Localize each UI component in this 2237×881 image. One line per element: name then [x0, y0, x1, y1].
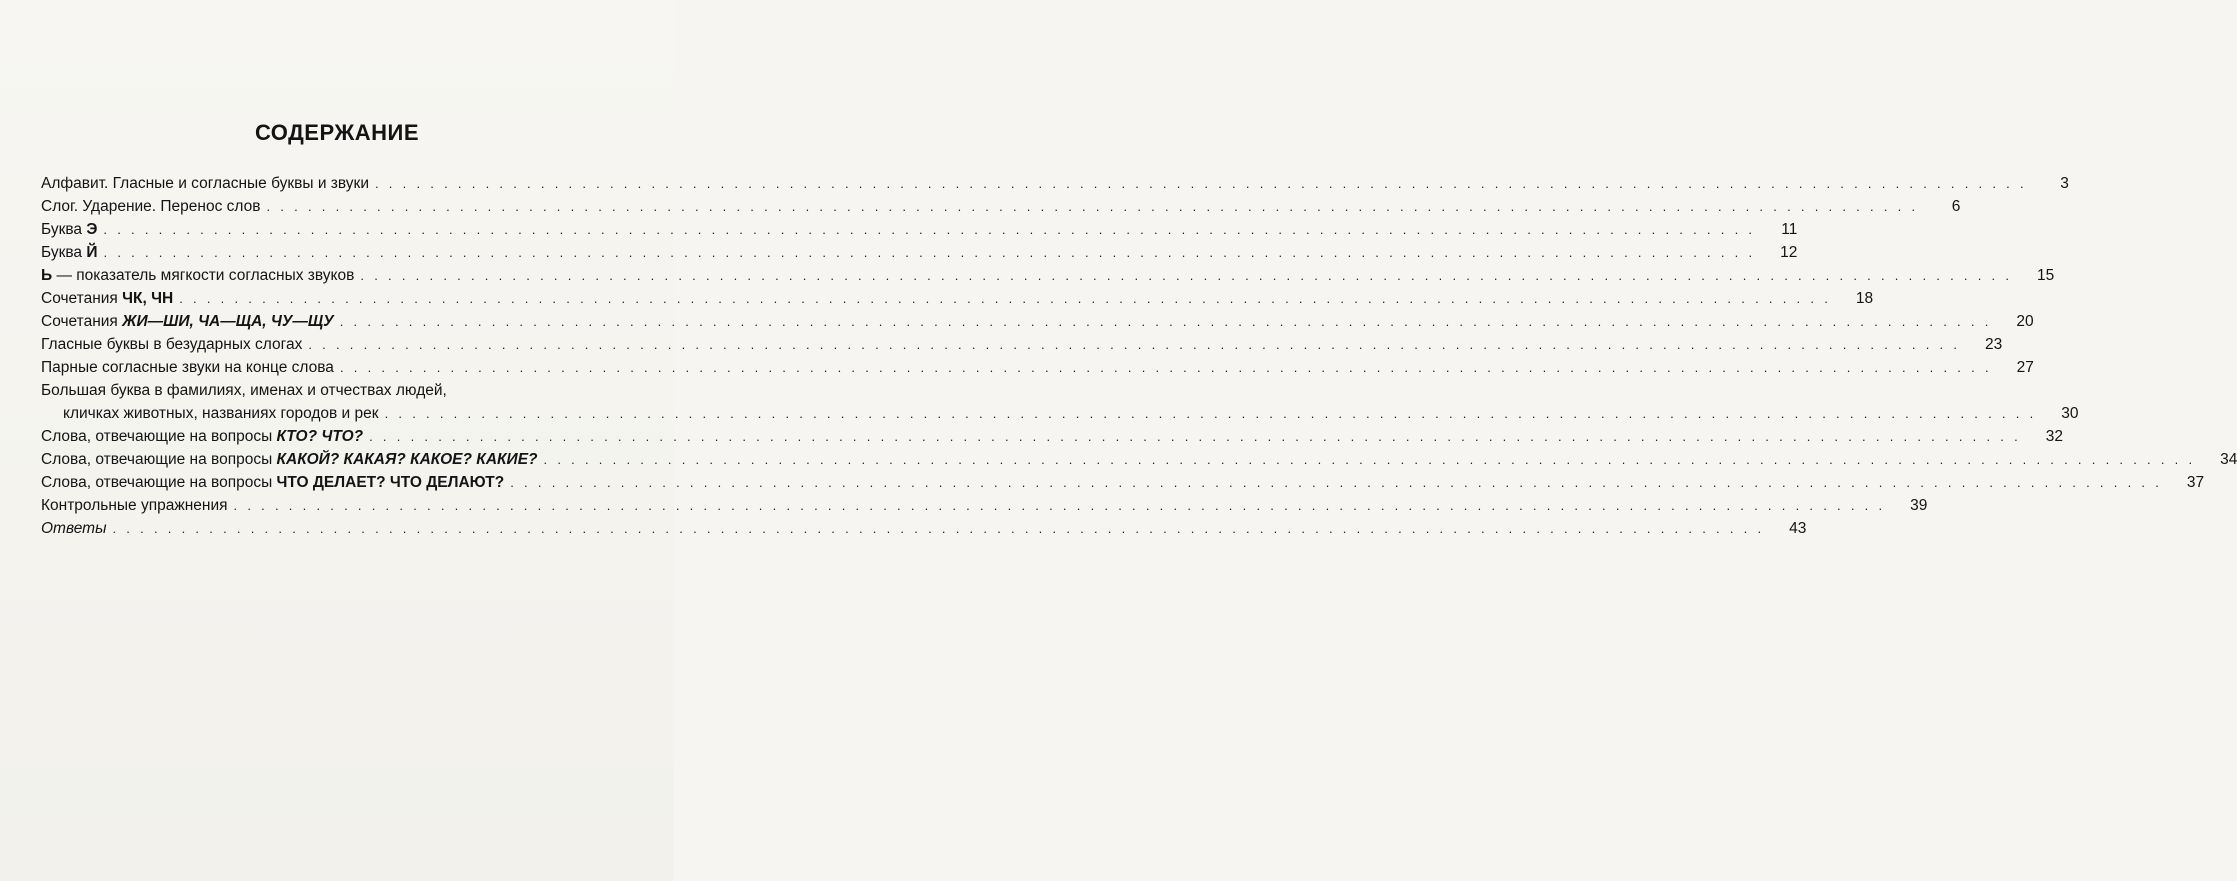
- toc-entry: [41, 517, 1807, 540]
- dot-leader: . . . . . . . . . . . . . . . . . . . . . . . . . . . . . . . . . . . . . . . . . . . . . . . . . . . . . . . . . . . . . . . . . . . . . . . . . . . . . . . . . . . . . . . . . . . . . . . . . . . . . . . . . . . . . . . . . . . . . . . .: [374, 176, 2027, 191]
- toc-page-number: 32: [2045, 428, 2064, 445]
- dot-leader: . . . . . . . . . . . . . . . . . . . . . . . . . . . . . . . . . . . . . . . . . . . . . . . . . . . . . . . . . . . . . . . . . . . . . . . . . . . . . . . . . . . . . . . . . . . . . . . . . . . . . . . . . . . . . . . . . . . . . . . .: [339, 360, 1992, 375]
- toc-entry-title-part: Ь: [41, 267, 53, 284]
- dot-leader: . . . . . . . . . . . . . . . . . . . . . . . . . . . . . . . . . . . . . . . . . . . . . . . . . . . . . . . . . . . . . . . . . . . . . . . . . . . . . . . . . . . . . . . . . . . . . . . . . . . . . . . . . . . . . . . . . . . . . . . .: [112, 521, 1765, 536]
- toc-entry: [41, 310, 2034, 333]
- toc-entry-title: [41, 448, 538, 471]
- toc-entry-title-part: Контрольные упражнения: [41, 497, 228, 514]
- toc-page-number: 18: [1855, 290, 1874, 307]
- toc-entry: [41, 356, 2034, 379]
- dot-leader: . . . . . . . . . . . . . . . . . . . . . . . . . . . . . . . . . . . . . . . . . . . . . . . . . . . . . . . . . . . . . . . . . . . . . . . . . . . . . . . . . . . . . . . . . . . . . . . . . . . . . . . . . . . . . . . . . . . . . . . .: [543, 452, 2196, 467]
- toc-entry-title-part: Гласные буквы в безударных слогах: [41, 336, 303, 353]
- toc-entry-title-part: Сочетания: [41, 313, 123, 330]
- toc-entry: [41, 494, 1928, 517]
- toc-entry: [41, 379, 611, 402]
- toc-entry: [41, 195, 1961, 218]
- toc-entry-title-part: КТО? ЧТО?: [276, 428, 364, 445]
- dot-leader: . . . . . . . . . . . . . . . . . . . . . . . . . . . . . . . . . . . . . . . . . . . . . . . . . . . . . . . . . . . . . . . . . . . . . . . . . . . . . . . . . . . . . . . . . . . . . . . . . . . . . . . . . . . . . . . . . . . . . . . .: [266, 199, 1919, 214]
- toc-entry: [41, 241, 1798, 264]
- toc-entry: [41, 425, 2064, 448]
- toc-page-number: 23: [1985, 336, 2003, 353]
- toc-page-number: 15: [2037, 267, 2055, 284]
- toc-entry-title-part: Слог. Ударение. Перенос слов: [41, 198, 261, 215]
- dot-leader: . . . . . . . . . . . . . . . . . . . . . . . . . . . . . . . . . . . . . . . . . . . . . . . . . . . . . . . . . . . . . . . . . . . . . . . . . . . . . . . . . . . . . . . . . . . . . . . . . . . . . . . . . . . . . . . . . . . . . . . .: [369, 429, 2022, 444]
- toc-entry-title-part: Ответы: [41, 520, 107, 537]
- toc-page-number: 39: [1910, 497, 1928, 514]
- toc-entry-title: [41, 310, 334, 333]
- dot-leader: . . . . . . . . . . . . . . . . . . . . . . . . . . . . . . . . . . . . . . . . . . . . . . . . . . . . . . . . . . . . . . . . . . . . . . . . . . . . . . . . . . . . . . . . . . . . . . . . . . . . . . . . . . . . . . . . . . . . . . . .: [384, 406, 2037, 421]
- dot-leader: . . . . . . . . . . . . . . . . . . . . . . . . . . . . . . . . . . . . . . . . . . . . . . . . . . . . . . . . . . . . . . . . . . . . . . . . . . . . . . . . . . . . . . . . . . . . . . . . . . . . . . . . . . . . . . . . . . . . . . . .: [360, 268, 2013, 283]
- toc-entry: [41, 287, 1874, 310]
- toc-entry-title: [63, 402, 379, 425]
- toc-page-number: 6: [1951, 198, 1961, 215]
- dot-leader: . . . . . . . . . . . . . . . . . . . . . . . . . . . . . . . . . . . . . . . . . . . . . . . . . . . . . . . . . . . . . . . . . . . . . . . . . . . . . . . . . . . . . . . . . . . . . . . . . . . . . . . . . . . . . . . . . . . . . . . .: [233, 498, 1886, 513]
- toc-page-number: 20: [2016, 313, 2034, 330]
- toc-entry-title: [41, 241, 98, 264]
- toc-entry-title-part: Слова, отвечающие на вопросы: [41, 474, 277, 491]
- toc-entry-title-part: — показатель мягкости согласных звуков: [52, 267, 355, 284]
- toc-entry-title-part: ЧТО ДЕЛАЕТ? ЧТО ДЕЛАЮТ?: [276, 474, 505, 491]
- toc-entry-title: [41, 172, 369, 195]
- dot-leader: . . . . . . . . . . . . . . . . . . . . . . . . . . . . . . . . . . . . . . . . . . . . . . . . . . . . . . . . . . . . . . . . . . . . . . . . . . . . . . . . . . . . . . . . . . . . . . . . . . . . . . . . . . . . . . . . . . . . . . . .: [339, 314, 1992, 329]
- toc-entry-title-part: Буква: [41, 244, 87, 261]
- toc-entry-title: [41, 425, 363, 448]
- table-of-contents: [41, 172, 2237, 540]
- dot-leader: . . . . . . . . . . . . . . . . . . . . . . . . . . . . . . . . . . . . . . . . . . . . . . . . . . . . . . . . . . . . . . . . . . . . . . . . . . . . . . . . . . . . . . . . . . . . . . . . . . . . . . . . . . . . . . . . . . . . . . . .: [103, 222, 1756, 237]
- toc-entry-title-part: Э: [86, 221, 98, 238]
- toc-entry-title: [41, 356, 334, 379]
- toc-entry-title: [41, 287, 173, 310]
- toc-page-number: 27: [2016, 359, 2034, 376]
- toc-entry-title: [41, 494, 228, 517]
- toc-entry: [41, 264, 2055, 287]
- toc-entry-title: [41, 264, 354, 287]
- dot-leader: . . . . . . . . . . . . . . . . . . . . . . . . . . . . . . . . . . . . . . . . . . . . . . . . . . . . . . . . . . . . . . . . . . . . . . . . . . . . . . . . . . . . . . . . . . . . . . . . . . . . . . . . . . . . . . . . . . . . . . . .: [103, 245, 1756, 260]
- toc-entry-title: [41, 333, 302, 356]
- toc-entry-title-part: КАКОЙ? КАКАЯ? КАКОЕ? КАКИЕ?: [276, 451, 538, 468]
- toc-entry-title: [41, 218, 97, 241]
- dot-leader: . . . . . . . . . . . . . . . . . . . . . . . . . . . . . . . . . . . . . . . . . . . . . . . . . . . . . . . . . . . . . . . . . . . . . . . . . . . . . . . . . . . . . . . . . . . . . . . . . . . . . . . . . . . . . . . . . . . . . . . .: [510, 475, 2163, 490]
- toc-page-number: 3: [2060, 175, 2069, 192]
- toc-page-number: 30: [2061, 405, 2079, 422]
- toc-page-number: 12: [1780, 244, 1798, 261]
- dot-leader: . . . . . . . . . . . . . . . . . . . . . . . . . . . . . . . . . . . . . . . . . . . . . . . . . . . . . . . . . . . . . . . . . . . . . . . . . . . . . . . . . . . . . . . . . . . . . . . . . . . . . . . . . . . . . . . . . . . . . . . .: [179, 291, 1832, 306]
- toc-entry: [41, 333, 2003, 356]
- toc-entry-title-part: Сочетания: [41, 290, 123, 307]
- dot-leader: . . . . . . . . . . . . . . . . . . . . . . . . . . . . . . . . . . . . . . . . . . . . . . . . . . . . . . . . . . . . . . . . . . . . . . . . . . . . . . . . . . . . . . . . . . . . . . . . . . . . . . . . . . . . . . . . . . . . . . . .: [308, 337, 1961, 352]
- toc-entry-title-part: Большая буква в фамилиях, именах и отчествах людей,: [41, 382, 447, 399]
- toc-entry-title-part: Слова, отвечающие на вопросы: [41, 428, 277, 445]
- toc-entry-title: [41, 471, 504, 494]
- toc-entry-title-part: ЧК, ЧН: [122, 290, 174, 307]
- toc-entry: [41, 172, 2069, 195]
- toc-entry-title-part: ЖИ—ШИ, ЧА—ЩА, ЧУ—ЩУ: [122, 313, 334, 330]
- toc-entry-title-part: Й: [86, 244, 98, 261]
- toc-entry: [41, 448, 2237, 471]
- toc-entry: [41, 218, 1798, 241]
- toc-page-number: 11: [1781, 221, 1798, 238]
- toc-entry-title-part: Парные согласные звуки на конце слова: [41, 359, 334, 376]
- toc-page-number: 37: [2186, 474, 2205, 491]
- toc-page-number: 34: [2220, 451, 2237, 468]
- toc-entry: [41, 402, 2079, 425]
- toc-entry-title-part: кличках животных, названиях городов и рек: [63, 405, 379, 422]
- toc-page-number: 43: [1789, 520, 1807, 537]
- toc-entry-title: [41, 379, 447, 402]
- toc-entry-title-part: Буква: [41, 221, 87, 238]
- toc-entry-title-part: Алфавит. Гласные и согласные буквы и звуки: [41, 175, 369, 192]
- toc-entry-title: [41, 195, 260, 218]
- toc-entry-title: [41, 517, 106, 540]
- toc-entry-title-part: Слова, отвечающие на вопросы: [41, 451, 277, 468]
- toc-entry: [41, 471, 2205, 494]
- page-title: СОДЕРЖАНИЕ: [254, 120, 420, 145]
